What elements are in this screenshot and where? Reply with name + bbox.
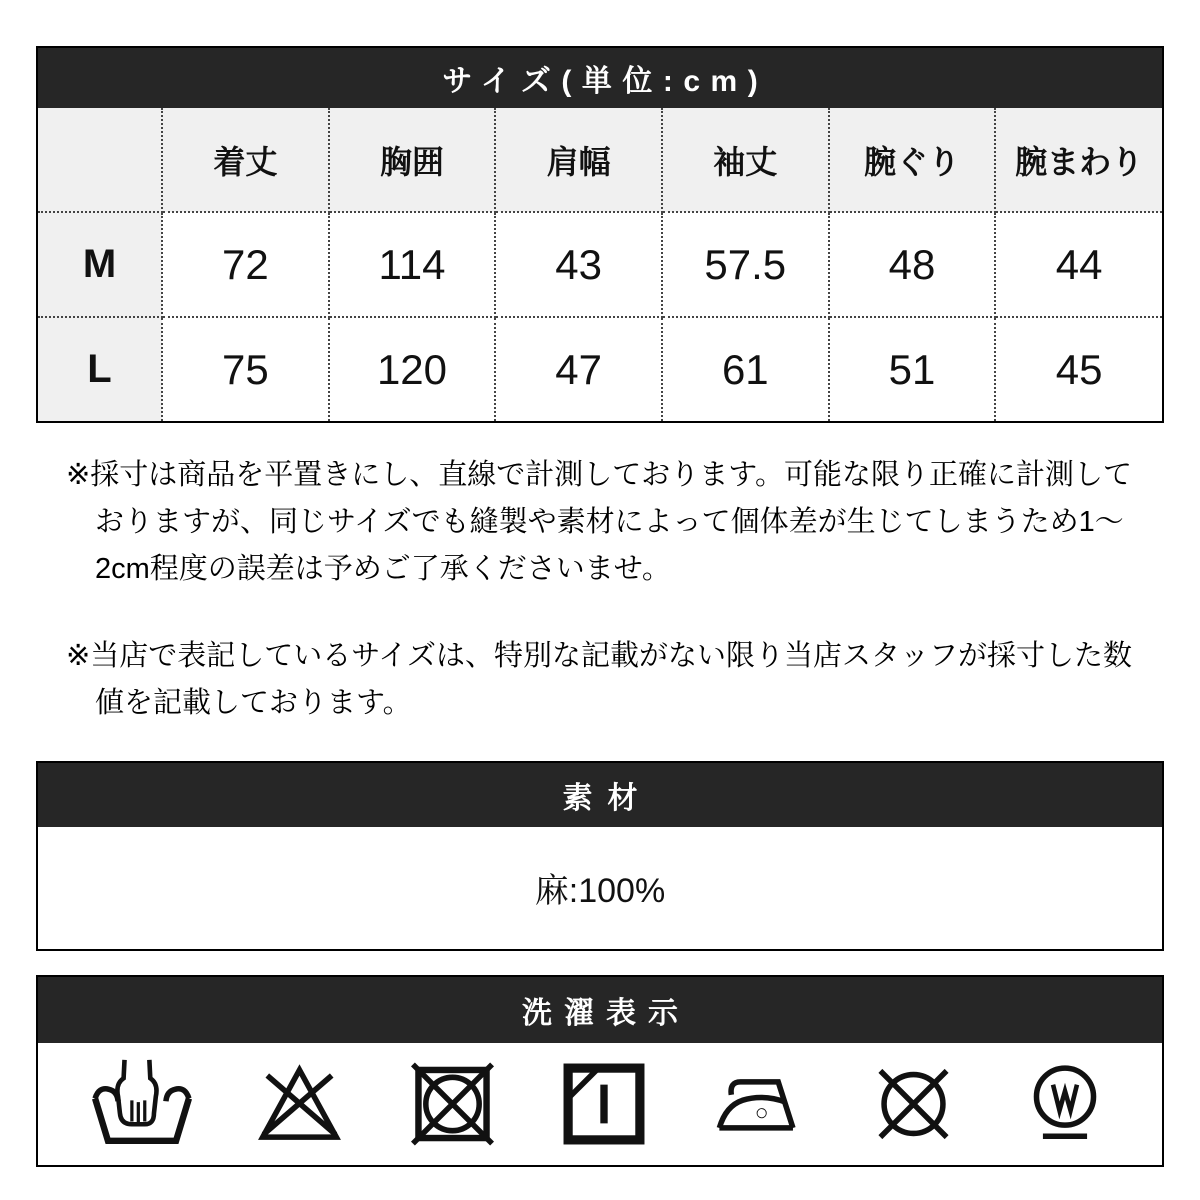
size-value: 57.5: [662, 212, 829, 317]
material-section-header: [38, 763, 1162, 827]
care-icons-row: [38, 1043, 1162, 1165]
care-section-header: [38, 977, 1162, 1043]
care-section-title: 洗濯表示: [522, 996, 690, 1030]
material-section-title: 素材: [562, 781, 653, 815]
size-value: 45: [995, 317, 1162, 421]
size-value: 47: [495, 317, 662, 421]
measurement-notes: [36, 452, 1164, 727]
do-not-dry-clean-icon: [866, 1058, 961, 1150]
size-table-corner-cell: [38, 108, 162, 212]
column-header: 肩幅: [495, 108, 662, 212]
size-value: 51: [829, 317, 996, 421]
shade-line-dry-icon: [558, 1058, 650, 1150]
size-value: 44: [995, 212, 1162, 317]
size-table-header-row: [38, 108, 1162, 212]
column-header: 袖丈: [662, 108, 829, 212]
size-value: 48: [829, 212, 996, 317]
size-table-row-l: [38, 317, 1162, 421]
care-label-section: [36, 975, 1164, 1167]
wet-clean-gentle-icon: [1019, 1058, 1111, 1150]
size-value: 72: [162, 212, 329, 317]
size-row-label: L: [38, 317, 162, 421]
iron-low-icon: [708, 1058, 808, 1150]
material-value: 麻:100%: [534, 872, 666, 911]
size-section-title: サイズ(単位:cm): [442, 65, 769, 98]
material-body: [38, 827, 1162, 949]
size-value: 43: [495, 212, 662, 317]
size-value: 120: [329, 317, 496, 421]
do-not-bleach-icon: [252, 1058, 347, 1150]
size-row-label: M: [38, 212, 162, 317]
size-table-row-m: [38, 212, 1162, 317]
column-header: 胸囲: [329, 108, 496, 212]
size-section-header: [38, 48, 1162, 108]
column-header: 腕まわり: [995, 108, 1162, 212]
do-not-tumble-dry-icon: [405, 1058, 500, 1150]
size-table: [38, 108, 1162, 421]
note-staff-measured: ※当店で表記しているサイズは、特別な記載がない限り当店スタッフが採寸した数値を記載しております。: [66, 639, 1132, 719]
hand-wash-icon: [90, 1058, 194, 1150]
size-value: 75: [162, 317, 329, 421]
note-measurement-accuracy: ※採寸は商品を平置きにし、直線で計測しております。可能な限り正確に計測しておりますが、同じサイズでも縫製や素材によって個体差が生じてしまうため1〜2cm程度の誤差は予めご了承くださいませ。: [66, 459, 1132, 585]
material-section: [36, 761, 1164, 951]
size-value: 61: [662, 317, 829, 421]
size-value: 114: [329, 212, 496, 317]
column-header: 着丈: [162, 108, 329, 212]
size-section: [36, 46, 1164, 423]
column-header: 腕ぐり: [829, 108, 996, 212]
